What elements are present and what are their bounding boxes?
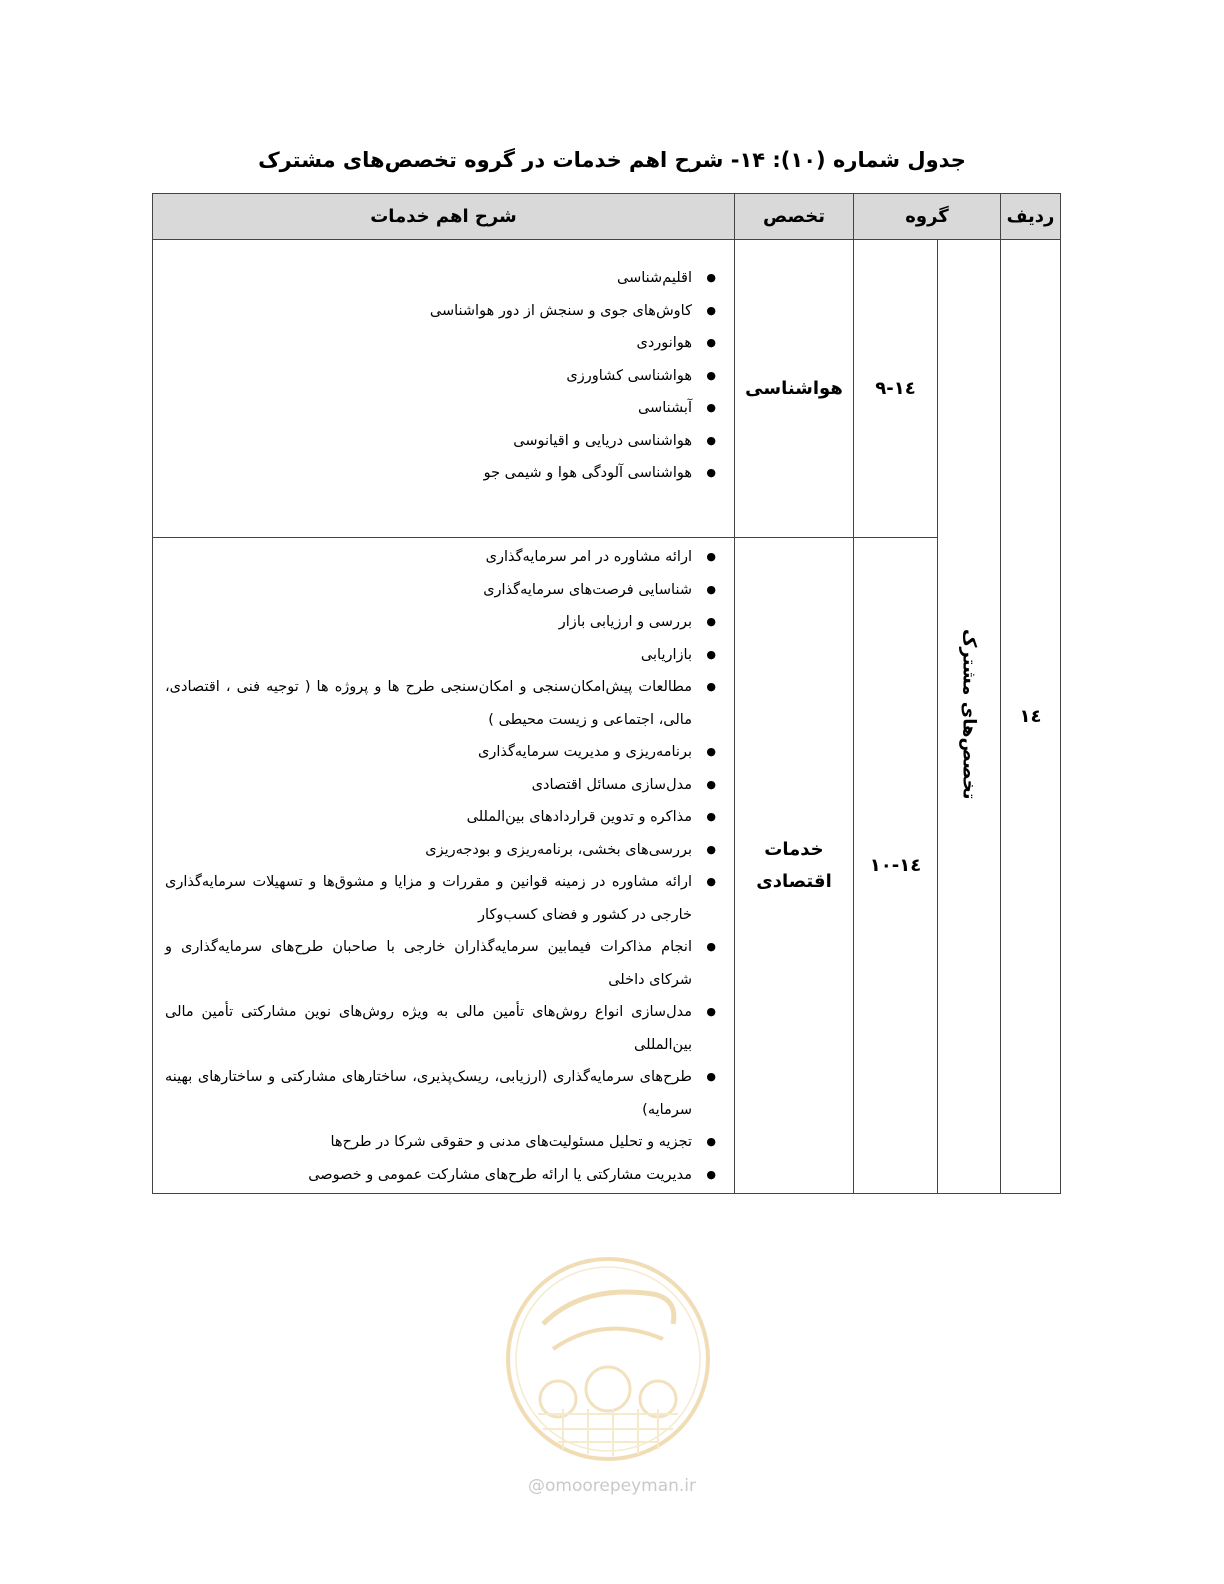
bullet-icon: ● — [706, 466, 716, 479]
service-item — [165, 769, 724, 802]
bullet-icon: ● — [706, 875, 716, 888]
service-text: مدل‌سازی انواع روش‌های تأمین مالی به ویژه روش‌های نوین مشارکتی تأمین مالی بین‌المللی — [165, 1004, 692, 1053]
service-text: انجام مذاکرات فیمابین سرمایه‌گذاران خارجی با صاحبان طرح‌های سرمایه‌گذاری و شرکای داخلی — [165, 939, 692, 988]
bullet-icon: ● — [706, 303, 716, 317]
bullet-icon: ● — [706, 401, 716, 414]
service-item — [165, 671, 724, 736]
bullet-icon: ● — [706, 1070, 716, 1083]
service-item — [165, 866, 724, 931]
service-text: آبشناسی — [637, 400, 692, 416]
header-group: گروه — [853, 194, 1000, 240]
watermark-logo — [503, 1254, 713, 1464]
bullet-icon: ● — [706, 940, 716, 953]
service-item — [165, 736, 724, 769]
specialty-name: هواشناسی — [745, 378, 843, 399]
service-item — [165, 392, 724, 425]
bullet-icon: ● — [706, 368, 716, 382]
service-item — [165, 801, 724, 834]
specialty-name: خدمات اقتصادی — [756, 838, 832, 892]
service-text: بررسی و ارزیابی بازار — [558, 614, 692, 630]
service-item — [165, 931, 724, 996]
service-text: شناسایی فرصت‌های سرمایه‌گذاری — [483, 581, 692, 598]
bullet-icon: ● — [706, 777, 716, 791]
table-row — [153, 240, 1061, 538]
row-number-cell — [1001, 240, 1061, 1194]
header-services: شرح اهم خدمات — [153, 194, 735, 240]
service-text: مطالعات پیش‌امکان‌سنجی و امکان‌سنجی طرح ها و پروژه ها ( توجیه فنی ، اقتصادی، مالی، اجتماعی و زیست محیطی ) — [165, 679, 692, 728]
service-item — [165, 996, 724, 1061]
service-item — [165, 327, 724, 360]
bullet-icon: ● — [706, 433, 716, 447]
services-list — [153, 262, 734, 490]
service-item — [165, 1061, 724, 1126]
bullet-icon: ● — [706, 810, 716, 823]
bullet-icon: ● — [706, 1135, 716, 1148]
group-code: ۱٤-۱۰ — [869, 855, 922, 876]
header-radif: ردیف — [1001, 194, 1061, 240]
group-name: تخصص‌های مشترک — [958, 628, 980, 800]
service-text: ارائه مشاوره در امر سرمایه‌گذاری — [485, 549, 692, 565]
service-item — [165, 262, 724, 295]
service-item — [165, 639, 724, 672]
service-text: هواشناسی آلودگی هوا و شیمی جو — [483, 465, 692, 481]
service-text: طرح‌های سرمایه‌گذاری (ارزیابی، ریسک‌پذیری، ساختارهای مشارکتی و ساختارهای بهینه سرمایه) — [165, 1069, 692, 1118]
bullet-icon: ● — [706, 336, 716, 349]
service-item — [165, 425, 724, 458]
bullet-icon: ● — [706, 615, 716, 628]
service-item — [165, 295, 724, 328]
bullet-icon: ● — [706, 582, 716, 596]
service-text: بررسی‌های بخشی، برنامه‌ریزی و بودجه‌ریزی — [425, 841, 692, 858]
bullet-icon: ● — [706, 680, 716, 693]
bullet-icon: ● — [706, 271, 716, 284]
service-text: مذاکره و تدوین قراردادهای بین‌المللی — [466, 809, 692, 825]
table-row — [153, 538, 1061, 1194]
header-row — [153, 194, 1061, 240]
group-code: ۱٤-۹ — [875, 378, 916, 399]
service-item — [165, 360, 724, 393]
service-item — [165, 574, 724, 607]
table-title: جدول شماره (۱۰): ۱۴- شرح اهم خدمات در گروه تخصص‌های مشترک — [258, 148, 966, 172]
service-text: کاوش‌های جوی و سنجش از دور هواشناسی — [429, 302, 692, 319]
service-text: هواشناسی کشاورزی — [566, 367, 692, 384]
specialty-cell — [734, 538, 853, 1194]
service-item — [165, 834, 724, 867]
group-code-cell — [853, 240, 937, 538]
services-cell — [153, 240, 735, 538]
row-number: ۱٤ — [1019, 706, 1042, 727]
bullet-icon: ● — [706, 842, 716, 856]
specialty-cell — [734, 240, 853, 538]
bullet-icon: ● — [706, 647, 716, 661]
service-text: مدیریت مشارکتی یا ارائه طرح‌های مشارکت عمومی و خصوصی — [308, 1166, 692, 1183]
service-item — [165, 457, 724, 490]
bullet-icon: ● — [706, 1167, 716, 1181]
services-table — [152, 193, 1061, 1194]
services-list — [153, 541, 734, 1191]
watermark-url: @omoorepeyman.ir — [527, 1476, 697, 1496]
service-text: برنامه‌ریزی و مدیریت سرمایه‌گذاری — [478, 744, 692, 760]
service-item — [165, 1159, 724, 1192]
service-text: تجزیه و تحلیل مسئولیت‌های مدنی و حقوقی شرکا در طرح‌ها — [330, 1134, 692, 1150]
service-text: مدل‌سازی مسائل اقتصادی — [531, 776, 692, 793]
service-text: اقلیم‌شناسی — [617, 270, 692, 286]
service-item — [165, 1126, 724, 1159]
bullet-icon: ● — [706, 550, 716, 563]
header-specialty: تخصص — [734, 194, 853, 240]
service-item — [165, 541, 724, 574]
services-cell — [153, 538, 735, 1194]
group-name-cell — [938, 240, 1001, 1194]
service-text: هوانوردی — [636, 335, 692, 351]
service-text: بازاریابی — [640, 646, 692, 663]
service-text: ارائه مشاوره در زمینه قوانین و مقررات و مزایا و مشوق‌ها و تسهیلات سرمایه‌گذاری خارجی در کشور و فضای کسب‌وکار — [165, 874, 692, 923]
service-text: هواشناسی دریایی و اقیانوسی — [513, 432, 692, 449]
group-code-cell — [853, 538, 937, 1194]
service-item — [165, 606, 724, 639]
bullet-icon: ● — [706, 745, 716, 758]
bullet-icon: ● — [706, 1005, 716, 1018]
